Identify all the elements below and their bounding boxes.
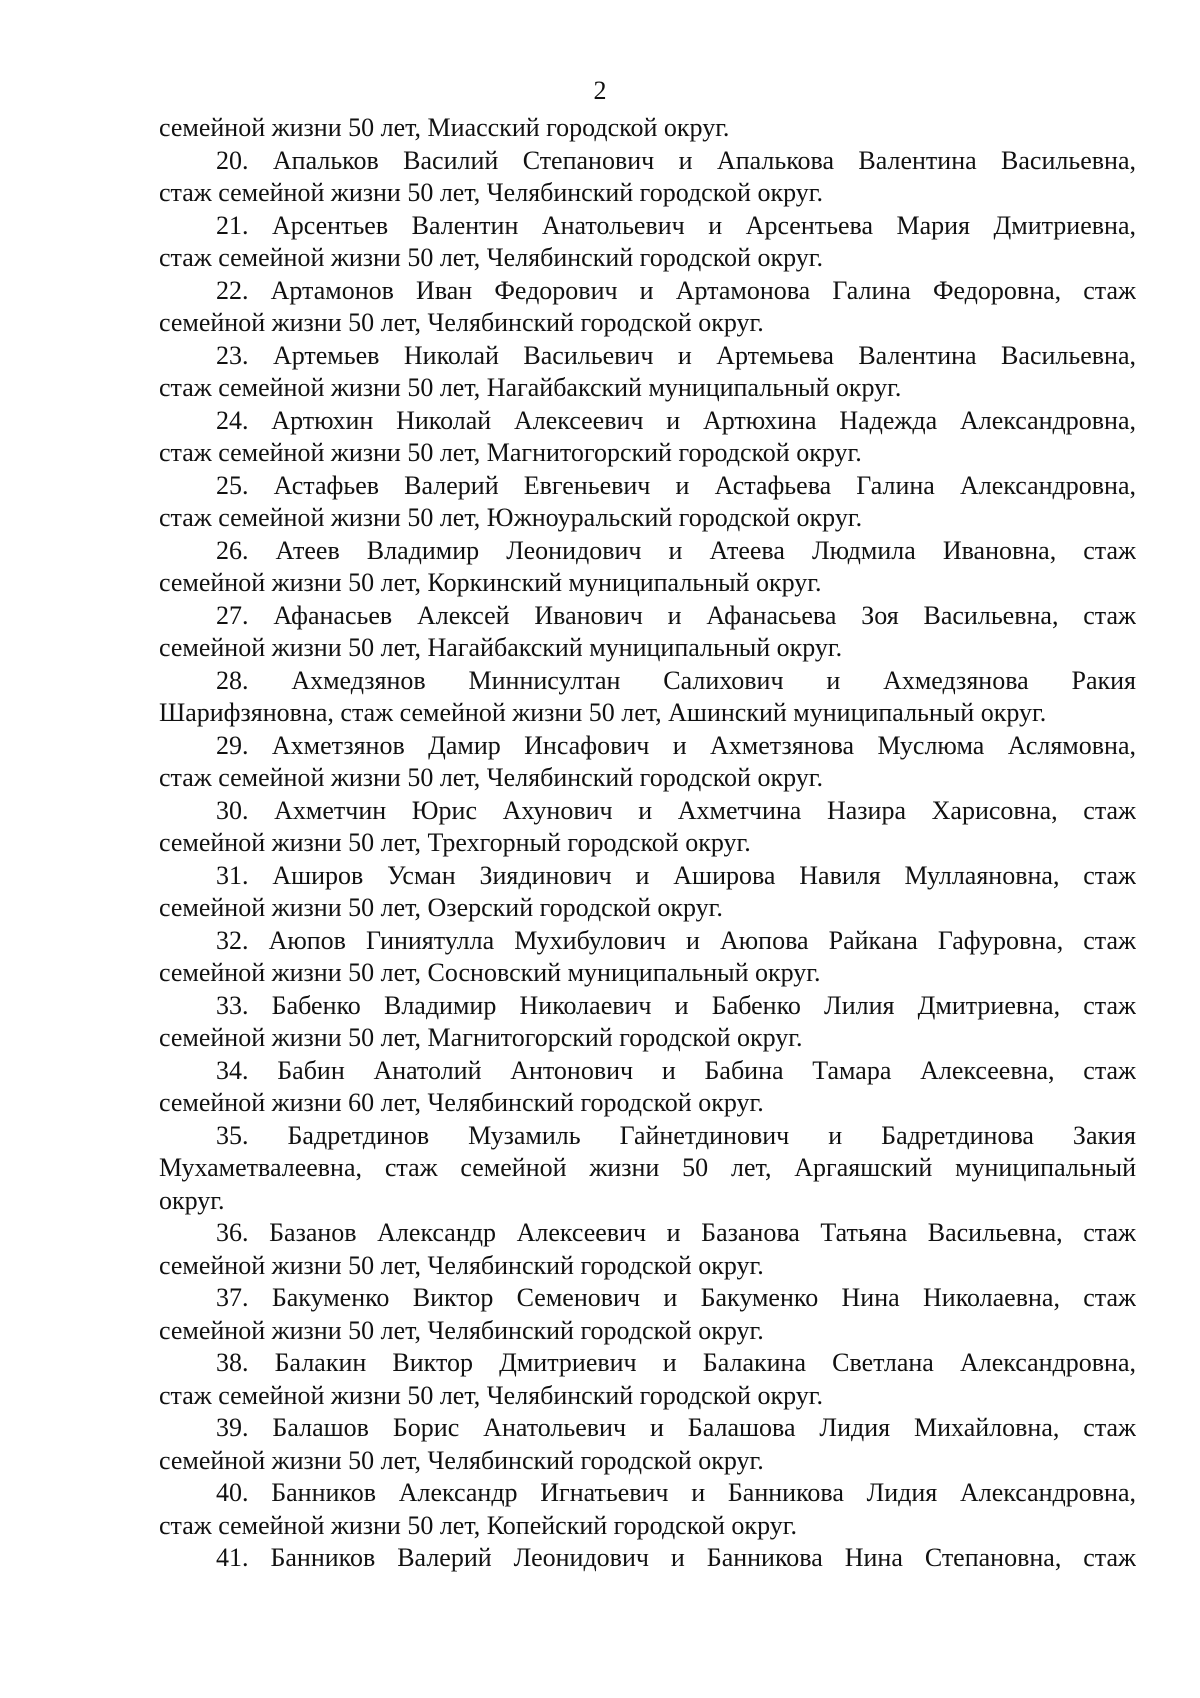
list-item-first-line: 20. Апальков Василий Степанович и Апалькова Валентина Васильевна, [216, 145, 1136, 175]
list-item-line: стаж семейной жизни 50 лет, Копейский городской округ. [159, 1510, 797, 1540]
list-item-line: семейной жизни 50 лет, Магнитогорский городской округ. [159, 1023, 803, 1052]
list-item-line: семейной жизни 50 лет, Челябинский городской округ. [159, 308, 764, 337]
list-item [159, 795, 1136, 860]
list-item-first-line: 27. Афанасьев Алексей Иванович и Афанасьева Зоя Васильевна, стаж [216, 600, 1136, 630]
document-body [159, 112, 1136, 1575]
continuation-line: семейной жизни 50 лет, Миасский городской округ. [159, 113, 730, 142]
list-item-line: стаж семейной жизни 50 лет, Южноуральский городской округ. [159, 503, 863, 532]
list-item-first-line: 26. Атеев Владимир Леонидович и Атеева Людмила Ивановна, стаж [216, 535, 1136, 565]
list-item-line: стаж семейной жизни 50 лет, Челябинский городской округ. [159, 763, 823, 792]
list-item-line: семейной жизни 50 лет, Челябинский городской округ. [159, 1250, 764, 1280]
list-item-first-line: 30. Ахметчин Юрис Ахунович и Ахметчина Назира Харисовна, стаж [216, 795, 1136, 825]
list-item [159, 730, 1136, 795]
list-item [159, 1055, 1136, 1120]
list-item [159, 1412, 1136, 1477]
list-item [159, 405, 1136, 470]
list-item-line: Мухаметвалеевна, стаж семейной жизни 50 лет, Аргаяшский муниципальный [159, 1153, 1136, 1182]
list-item [159, 990, 1136, 1055]
list-item-line: округ. [159, 1185, 225, 1215]
list-item-first-line: 40. Банников Александр Игнатьевич и Банникова Лидия Александровна, [216, 1478, 1136, 1507]
list-item-first-line: 24. Артюхин Николай Алексеевич и Артюхина Надежда Александровна, [216, 405, 1136, 435]
list-item-line: семейной жизни 50 лет, Нагайбакский муниципальный округ. [159, 633, 843, 662]
list-item [159, 470, 1136, 535]
list-item [159, 1282, 1136, 1347]
list-item [159, 600, 1136, 665]
list-item-first-line: 36. Базанов Александр Алексеевич и Базанова Татьяна Васильевна, стаж [216, 1218, 1136, 1247]
list-item [159, 925, 1136, 990]
list-item-line: семейной жизни 50 лет, Сосновский муниципальный округ. [159, 958, 821, 987]
list-item-first-line: 41. Банников Валерий Леонидович и Банникова Нина Степановна, стаж [216, 1543, 1136, 1572]
list-item [159, 1477, 1136, 1542]
list-item-line: семейной жизни 50 лет, Трехгорный городской округ. [159, 828, 751, 857]
list-item [159, 1347, 1136, 1412]
list-item-first-line: 37. Бакуменко Виктор Семенович и Бакуменко Нина Николаевна, стаж [216, 1283, 1136, 1312]
list-item [159, 275, 1136, 340]
list-item-first-line: 29. Ахметзянов Дамир Инсафович и Ахметзянова Муслюма Аслямовна, [216, 730, 1136, 760]
list-item-first-line: 22. Артамонов Иван Федорович и Артамонова Галина Федоровна, стаж [216, 275, 1136, 305]
list-item-line: стаж семейной жизни 50 лет, Челябинский городской округ. [159, 1380, 823, 1410]
list-item [159, 535, 1136, 600]
list-item-line: семейной жизни 50 лет, Озерский городской округ. [159, 893, 723, 922]
award-list [159, 145, 1136, 1575]
list-item-first-line: 21. Арсентьев Валентин Анатольевич и Арсентьева Мария Дмитриевна, [216, 210, 1136, 240]
list-item-line: стаж семейной жизни 50 лет, Челябинский городской округ. [159, 178, 823, 207]
list-item-first-line: 33. Бабенко Владимир Николаевич и Бабенко Лилия Дмитриевна, стаж [216, 990, 1136, 1020]
list-item-line: стаж семейной жизни 50 лет, Челябинский городской округ. [159, 243, 823, 272]
list-item [159, 145, 1136, 210]
list-item [159, 860, 1136, 925]
list-item [159, 1542, 1136, 1575]
list-item-line: Шарифзяновна, стаж семейной жизни 50 лет, Ашинский муниципальный округ. [159, 698, 1047, 727]
list-item-line: семейной жизни 50 лет, Челябинский городской округ. [159, 1315, 764, 1345]
list-item [159, 1217, 1136, 1282]
list-item [159, 340, 1136, 405]
list-item-first-line: 25. Астафьев Валерий Евгеньевич и Астафьева Галина Александровна, [216, 470, 1136, 500]
page-number: 2 [593, 76, 607, 105]
list-item-first-line: 35. Бадретдинов Музамиль Гайнетдинович и Бадретдинова Закия [216, 1120, 1136, 1150]
list-item-first-line: 39. Балашов Борис Анатольевич и Балашова Лидия Михайловна, стаж [216, 1413, 1136, 1442]
list-item-first-line: 23. Артемьев Николай Васильевич и Артемьева Валентина Васильевна, [216, 340, 1136, 370]
list-item-first-line: 31. Аширов Усман Зиядинович и Аширова Навиля Муллаяновна, стаж [216, 860, 1136, 890]
list-item-line: семейной жизни 50 лет, Челябинский городской округ. [159, 1445, 764, 1475]
list-item-first-line: 28. Ахмедзянов Миннисултан Салихович и Ахмедзянова Ракия [216, 665, 1136, 695]
list-item-first-line: 34. Бабин Анатолий Антонович и Бабина Тамара Алексеевна, стаж [216, 1055, 1136, 1085]
list-item-line: семейной жизни 60 лет, Челябинский городской округ. [159, 1088, 764, 1117]
list-item-line: стаж семейной жизни 50 лет, Нагайбакский муниципальный округ. [159, 373, 902, 402]
list-item-first-line: 32. Аюпов Гиниятулла Мухибулович и Аюпова Райкана Гафуровна, стаж [216, 925, 1136, 955]
list-item [159, 665, 1136, 730]
list-item-line: стаж семейной жизни 50 лет, Магнитогорский городской округ. [159, 438, 862, 467]
list-item-line: семейной жизни 50 лет, Коркинский муниципальный округ. [159, 568, 822, 597]
list-item [159, 210, 1136, 275]
list-item-first-line: 38. Балакин Виктор Дмитриевич и Балакина Светлана Александровна, [216, 1348, 1136, 1377]
list-item [159, 1120, 1136, 1218]
